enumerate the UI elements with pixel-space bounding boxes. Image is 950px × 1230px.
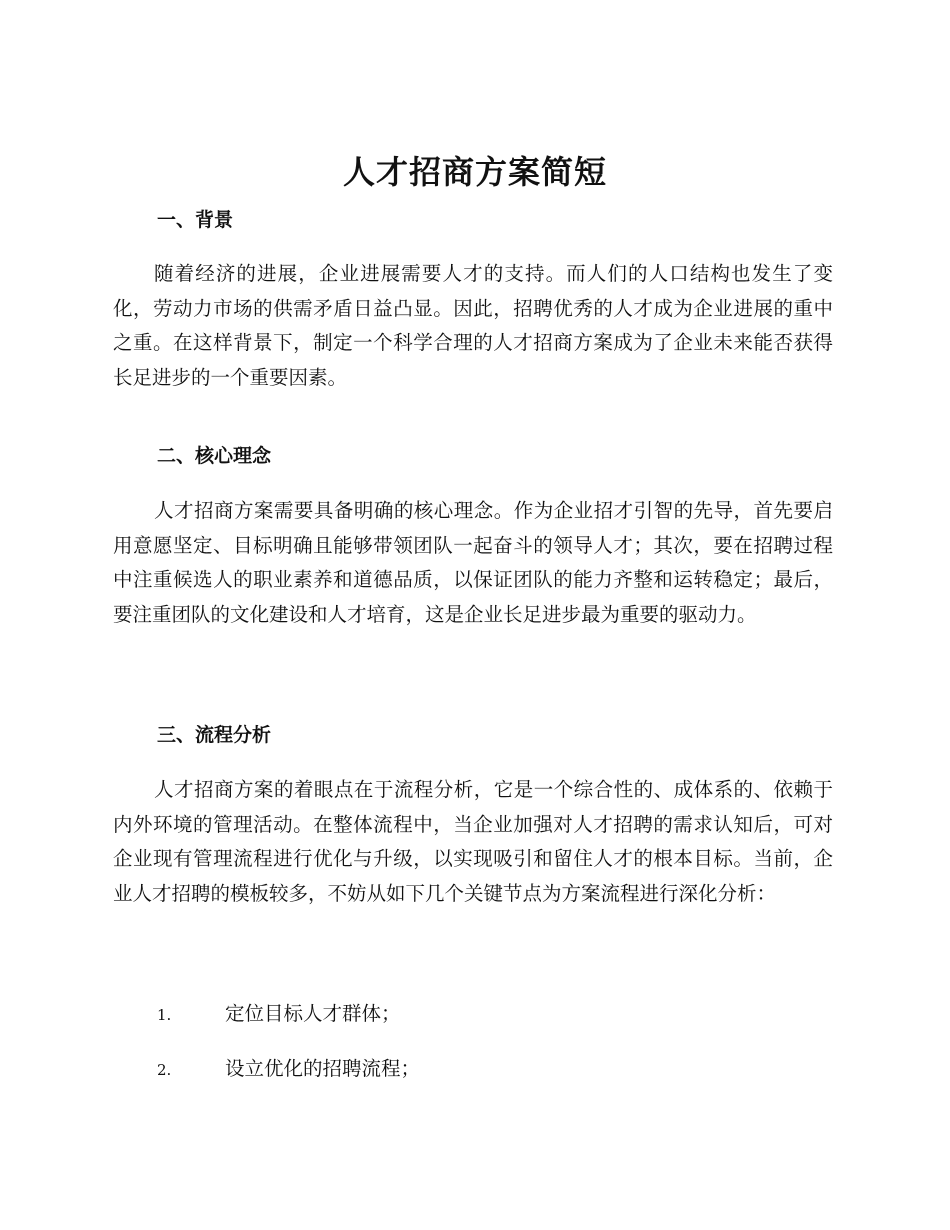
section-paragraph-background: 随着经济的进展，企业进展需要人才的支持。而人们的人口结构也发生了变化，劳动力市场的供需矛盾日益凸显。因此，招聘优秀的人才成为企业进展的重中之重。在这样背景下，制定一个科学合理的人才招商方案成为了企业未来能否获得长足进步的一个重要因素。 bbox=[113, 262, 833, 389]
list-item bbox=[157, 999, 837, 1029]
document-title: 人才招商方案简短 bbox=[342, 153, 607, 191]
list-item bbox=[157, 1054, 837, 1084]
section-paragraph-core-concept: 人才招商方案需要具备明确的核心理念。作为企业招才引智的先导，首先要启用意愿坚定、目标明确且能够带领团队一起奋斗的领导人才；其次，要在招聘过程中注重候选人的职业素养和道德品质，以保证团队的能力齐整和运转稳定；最后，要注重团队的文化建设和人才培育，这是企业长足进步最为重要的驱动力。 bbox=[113, 499, 833, 626]
section-heading-process-analysis: 三、流程分析 bbox=[157, 724, 272, 746]
list-item-number: 1. bbox=[157, 1006, 172, 1024]
list-item-text: 定位目标人才群体； bbox=[225, 1002, 401, 1025]
section-heading-background: 一、背景 bbox=[157, 209, 234, 231]
list-item-number: 2. bbox=[157, 1061, 172, 1079]
section-heading-core-concept: 二、核心理念 bbox=[157, 445, 272, 467]
list-item-text: 设立优化的招聘流程； bbox=[225, 1057, 421, 1080]
section-paragraph-process-analysis: 人才招商方案的着眼点在于流程分析，它是一个综合性的、成体系的、依赖于内外环境的管理活动。在整体流程中，当企业加强对人才招聘的需求认知后，可对企业现有管理流程进行优化与升级，以实现吸引和留住人才的根本目标。当前，企业人才招聘的模板较多，不妨从如下几个关键节点为方案流程进行深化分析： bbox=[113, 778, 833, 905]
